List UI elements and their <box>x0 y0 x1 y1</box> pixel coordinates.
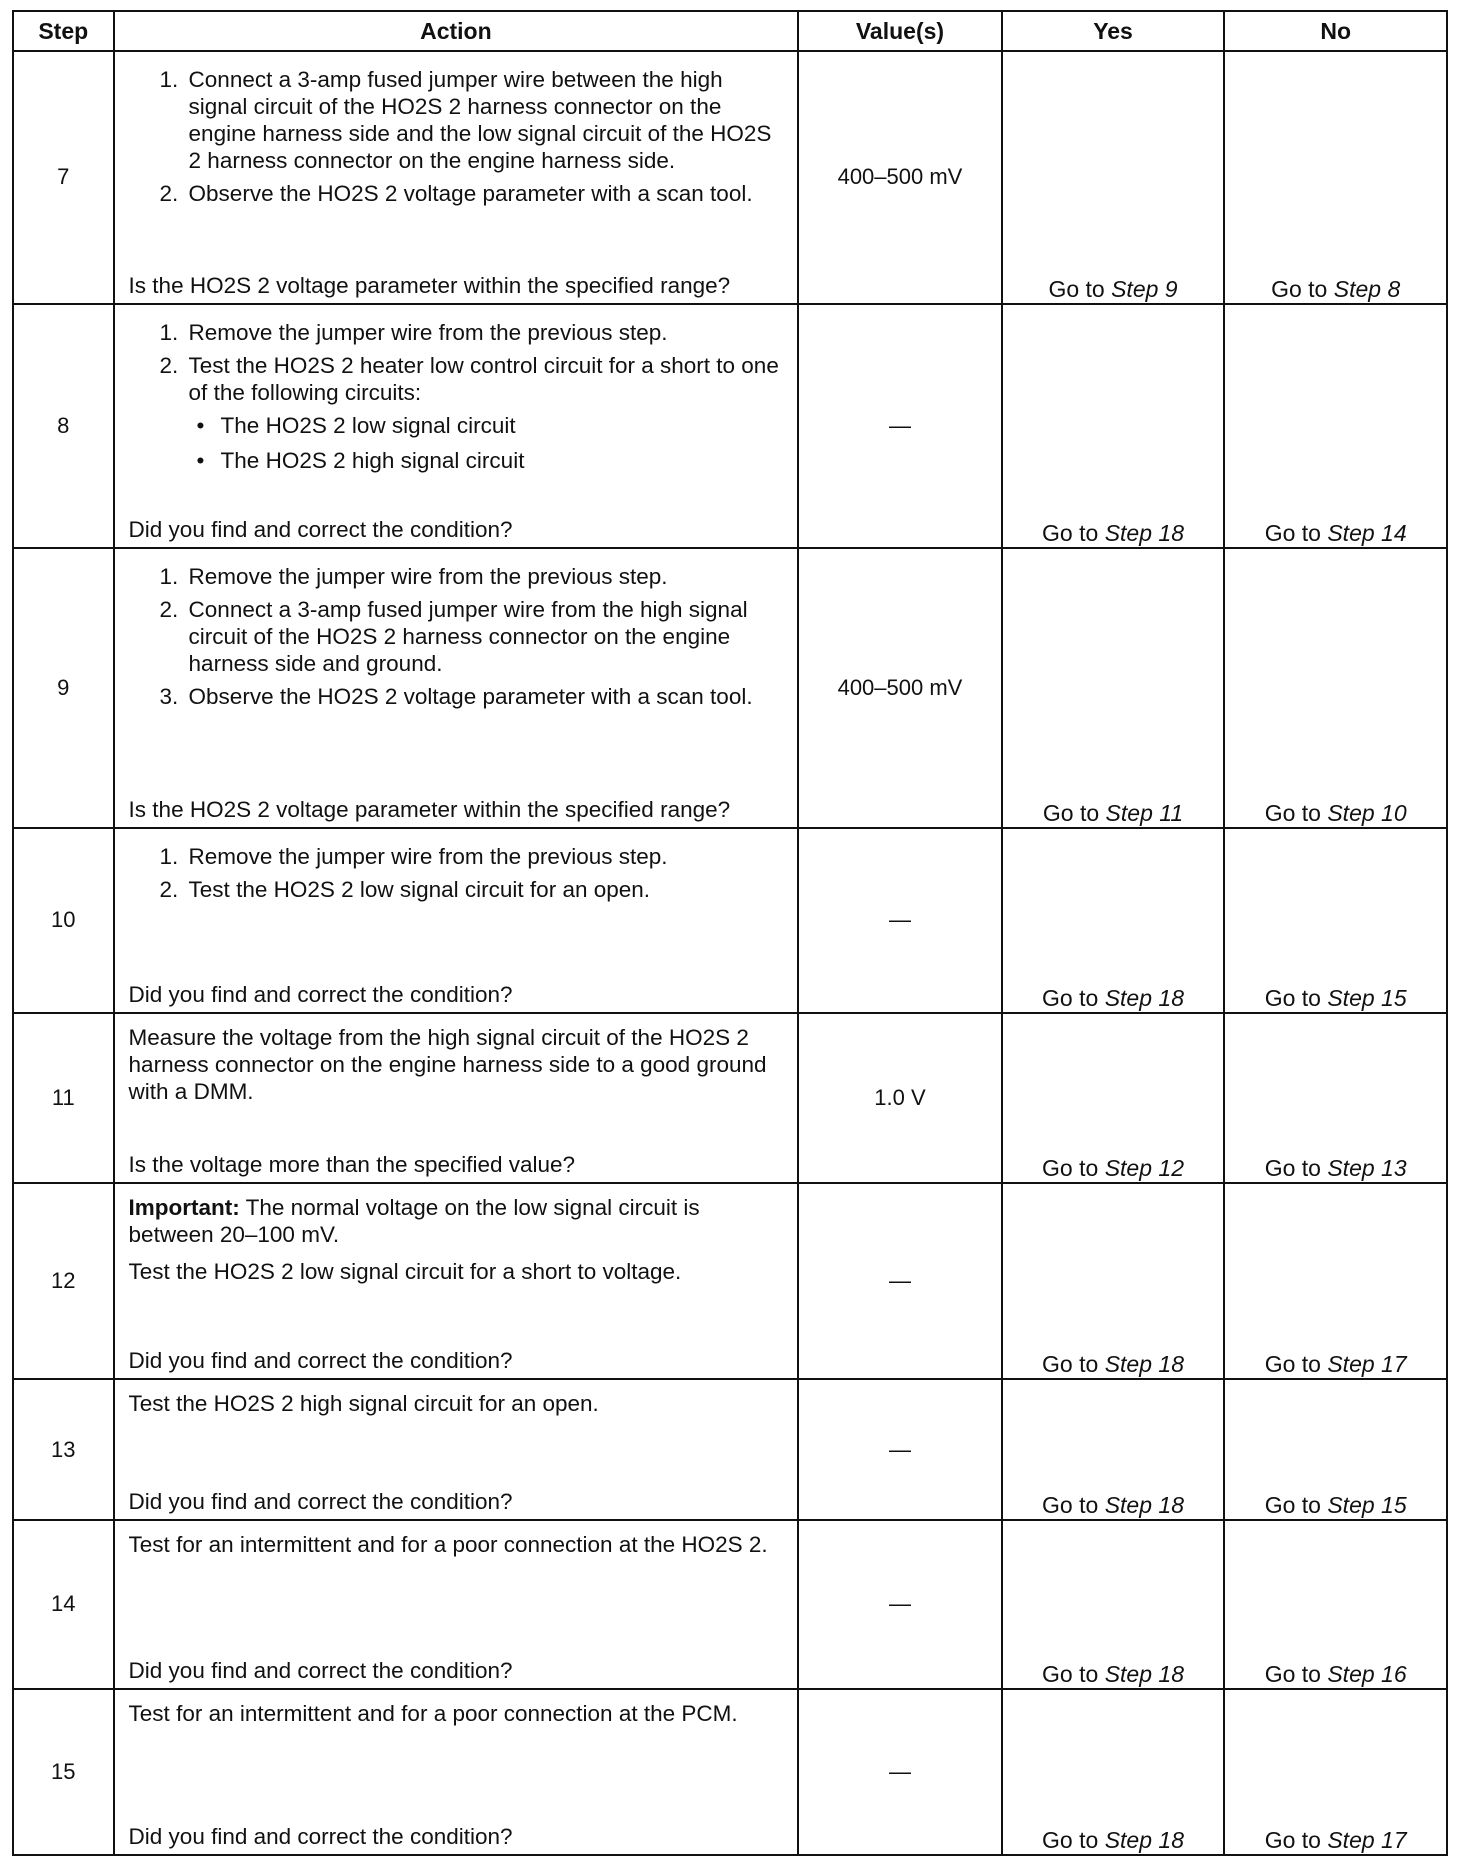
step-number: 9 <box>13 548 114 828</box>
go-to-label: Go to <box>1264 519 1321 546</box>
value-cell: — <box>798 1689 1001 1855</box>
important-label: Important: <box>128 1195 240 1221</box>
bullet-item: • The HO2S 2 low signal circuit <box>217 412 788 439</box>
step-number: 13 <box>13 1379 114 1520</box>
action-cell <box>114 1520 799 1688</box>
value-cell: — <box>798 304 1001 548</box>
no-cell <box>1224 1379 1447 1520</box>
yes-cell <box>1002 1183 1225 1379</box>
go-to-label: Go to <box>1042 1827 1099 1853</box>
yes-cell <box>1002 304 1225 548</box>
table-row <box>13 1183 1447 1379</box>
step-number: 7 <box>13 51 114 304</box>
question: Is the HO2S 2 voltage parameter within the specified range? <box>128 796 731 822</box>
step-number: 15 <box>13 1689 114 1855</box>
no-target: Step 16 <box>1327 1660 1407 1687</box>
header-yes: Yes <box>1002 11 1225 51</box>
go-to-label: Go to <box>1042 1492 1099 1519</box>
question: Is the HO2S 2 voltage parameter within the specified range? <box>128 272 731 298</box>
bullet-list <box>189 412 788 474</box>
action-item: 3. Observe the HO2S 2 voltage parameter with a scan tool. <box>185 683 788 710</box>
action-cell <box>114 1183 799 1379</box>
no-cell <box>1224 1013 1447 1184</box>
action-item: 1. Remove the jumper wire from the previous step. <box>185 843 788 870</box>
yes-cell <box>1002 1520 1225 1688</box>
action-cell <box>114 1379 799 1520</box>
step-number: 12 <box>13 1183 114 1379</box>
action-text: Test the HO2S 2 low signal circuit for a short to voltage. <box>128 1259 682 1285</box>
no-cell <box>1224 51 1447 304</box>
value-cell: — <box>798 1379 1001 1520</box>
table-row <box>13 1379 1447 1520</box>
step-number: 10 <box>13 828 114 1013</box>
yes-cell <box>1002 548 1225 828</box>
yes-target: Step 18 <box>1104 519 1184 546</box>
question: Is the voltage more than the specified value? <box>128 1152 576 1178</box>
no-target: Step 15 <box>1327 984 1407 1011</box>
no-target: Step 14 <box>1327 519 1407 546</box>
action-item: 2. Connect a 3-amp fused jumper wire from the high signal circuit of the HO2S 2 harness connector on the engine harness side and ground. <box>185 596 788 677</box>
action-steps <box>129 66 788 213</box>
no-cell <box>1224 828 1447 1013</box>
bullet-item: • The HO2S 2 high signal circuit <box>217 447 788 474</box>
action-item: 1. Remove the jumper wire from the previous step. <box>185 563 788 590</box>
no-target: Step 10 <box>1327 799 1407 826</box>
action-item: 1. Remove the jumper wire from the previous step. <box>185 319 788 346</box>
question: Did you find and correct the condition? <box>128 981 513 1007</box>
action-cell <box>114 51 799 304</box>
action-item: 2. Observe the HO2S 2 voltage parameter with a scan tool. <box>185 180 788 207</box>
value-cell: — <box>798 828 1001 1013</box>
go-to-label: Go to <box>1042 1155 1099 1182</box>
action-item <box>185 352 788 474</box>
yes-cell <box>1002 51 1225 304</box>
step-number: 8 <box>13 304 114 548</box>
no-target: Step 8 <box>1333 275 1401 302</box>
action-steps <box>129 563 788 716</box>
no-target: Step 17 <box>1327 1351 1407 1378</box>
go-to-label: Go to <box>1042 984 1099 1011</box>
step-number: 11 <box>13 1013 114 1184</box>
go-to-label: Go to <box>1042 519 1099 546</box>
no-target: Step 13 <box>1327 1155 1407 1182</box>
header-step: Step <box>13 11 114 51</box>
question: Did you find and correct the condition? <box>128 1657 513 1683</box>
action-steps <box>129 319 788 482</box>
action-item: 1. Connect a 3-amp fused jumper wire between the high signal circuit of the HO2S 2 harness connector on the engine harness side and the low signal circuit of the HO2S 2 harness connector on the engine harness side. <box>185 66 788 174</box>
question: Did you find and correct the condition? <box>128 516 513 542</box>
yes-target: Step 9 <box>1111 275 1178 302</box>
header-row <box>13 11 1447 51</box>
table-row <box>13 51 1447 304</box>
yes-cell <box>1002 1689 1225 1855</box>
action-cell <box>114 828 799 1013</box>
no-cell <box>1224 304 1447 548</box>
action-steps <box>129 843 788 909</box>
action-text: Test the HO2S 2 high signal circuit for an open. <box>128 1391 599 1417</box>
yes-target: Step 11 <box>1105 799 1184 826</box>
table-row <box>13 828 1447 1013</box>
yes-cell <box>1002 1379 1225 1520</box>
step-number: 14 <box>13 1520 114 1688</box>
go-to-label: Go to <box>1264 1351 1321 1378</box>
no-target: Step 17 <box>1327 1827 1407 1853</box>
go-to-label: Go to <box>1042 1660 1099 1687</box>
go-to-label: Go to <box>1271 275 1328 302</box>
no-cell <box>1224 548 1447 828</box>
yes-target: Step 18 <box>1104 1492 1184 1519</box>
table-row <box>13 548 1447 828</box>
go-to-label: Go to <box>1048 275 1105 302</box>
no-target: Step 15 <box>1327 1492 1407 1519</box>
action-item: 2. Test the HO2S 2 low signal circuit for an open. <box>185 876 788 903</box>
value-cell: 400–500 mV <box>798 548 1001 828</box>
diagnostic-table <box>12 10 1448 1856</box>
header-action: Action <box>114 11 799 51</box>
no-cell <box>1224 1520 1447 1688</box>
action-cell <box>114 304 799 548</box>
go-to-label: Go to <box>1264 1492 1321 1519</box>
go-to-label: Go to <box>1264 1155 1321 1182</box>
no-cell <box>1224 1689 1447 1855</box>
table-row <box>13 1013 1447 1184</box>
yes-target: Step 18 <box>1104 1660 1184 1687</box>
action-cell <box>114 548 799 828</box>
yes-target: Step 18 <box>1104 1351 1184 1378</box>
value-cell: — <box>798 1183 1001 1379</box>
no-cell <box>1224 1183 1447 1379</box>
action-text: Measure the voltage from the high signal circuit of the HO2S 2 harness connector on the engine harness side to a good ground with a DMM. <box>128 1024 767 1104</box>
value-cell: 400–500 mV <box>798 51 1001 304</box>
table-row <box>13 1689 1447 1855</box>
go-to-label: Go to <box>1264 799 1321 826</box>
value-cell: 1.0 V <box>798 1013 1001 1184</box>
go-to-label: Go to <box>1042 1351 1099 1378</box>
action-text: Test for an intermittent and for a poor connection at the PCM. <box>128 1700 738 1726</box>
header-values: Value(s) <box>798 11 1001 51</box>
question: Did you find and correct the condition? <box>128 1824 513 1849</box>
header-no: No <box>1224 11 1447 51</box>
go-to-label: Go to <box>1264 1660 1321 1687</box>
table-row <box>13 304 1447 548</box>
question: Did you find and correct the condition? <box>128 1489 513 1515</box>
go-to-label: Go to <box>1264 984 1321 1011</box>
action-cell <box>114 1689 799 1855</box>
yes-target: Step 18 <box>1104 984 1184 1011</box>
go-to-label: Go to <box>1264 1827 1321 1853</box>
go-to-label: Go to <box>1042 799 1100 826</box>
yes-cell <box>1002 1013 1225 1184</box>
action-text: Test for an intermittent and for a poor connection at the HO2S 2. <box>128 1532 768 1558</box>
action-cell <box>114 1013 799 1184</box>
yes-target: Step 12 <box>1104 1155 1184 1182</box>
yes-cell <box>1002 828 1225 1013</box>
value-cell: — <box>798 1520 1001 1688</box>
table-row <box>13 1520 1447 1688</box>
important-note <box>129 1194 788 1248</box>
yes-target: Step 18 <box>1104 1827 1184 1853</box>
important-text: The normal voltage on the low signal circuit is between 20–100 mV. <box>128 1195 700 1248</box>
action-item-text: Test the HO2S 2 heater low control circuit for a short to one of the following circuits: <box>188 352 779 405</box>
question: Did you find and correct the condition? <box>128 1348 513 1374</box>
